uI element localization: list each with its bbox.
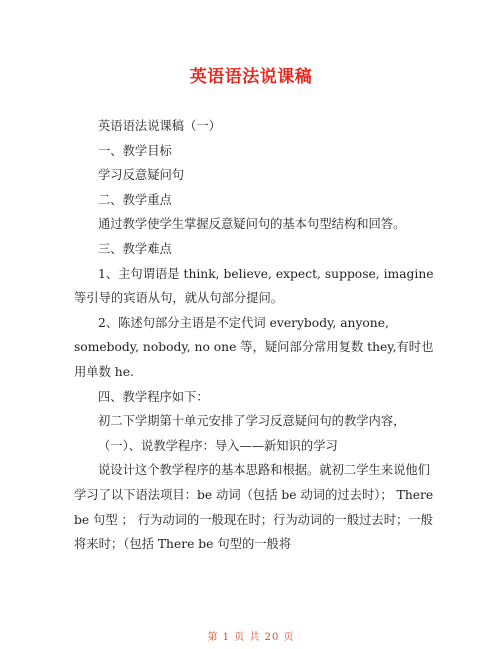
- paragraph: 说设计这个教学程序的基本思路和根据。就初二学生来说他们学习了以下语法项目：be 动词（包括 be 动词的过去时）； There be 句型 ； 行为动词的一般现在时；行为动词的一般过去时；一般将来时；（包括 There be 句型的一般将: [74, 463, 434, 552]
- paragraph: 初二下学期第十单元安排了学习反意疑问句的教学内容，: [98, 414, 406, 429]
- section-heading: 四、教学程序如下：: [98, 389, 209, 404]
- section-heading: 二、教学重点: [98, 192, 172, 207]
- paragraph: 1、主句谓语是 think, believe, expect, suppose, imagine 等引导的宾语从句，就从句部分提问。: [74, 266, 434, 306]
- paragraph: （一）、说教学程序：导入——新知识的学习: [98, 438, 338, 453]
- document-body: [74, 114, 440, 557]
- section-heading: 一、教学目标: [98, 143, 172, 158]
- paragraph: 2、陈述句部分主语是不定代词 everybody, anyone, somebody, nobody, no one 等，疑问部分常用复数 they,有时也用单数 he.: [74, 315, 434, 379]
- paragraph: 学习反意疑问句: [98, 168, 185, 183]
- paragraph: 英语语法说课稿（一）: [98, 119, 221, 133]
- document-title: 英语语法说课稿: [189, 67, 313, 87]
- page-number-footer: 第 1 页 共 20 页: [207, 632, 295, 643]
- paragraph: 通过教学使学生掌握反意疑问句的基本句型结构和回答。: [98, 217, 406, 232]
- section-heading: 三、教学难点: [98, 241, 172, 256]
